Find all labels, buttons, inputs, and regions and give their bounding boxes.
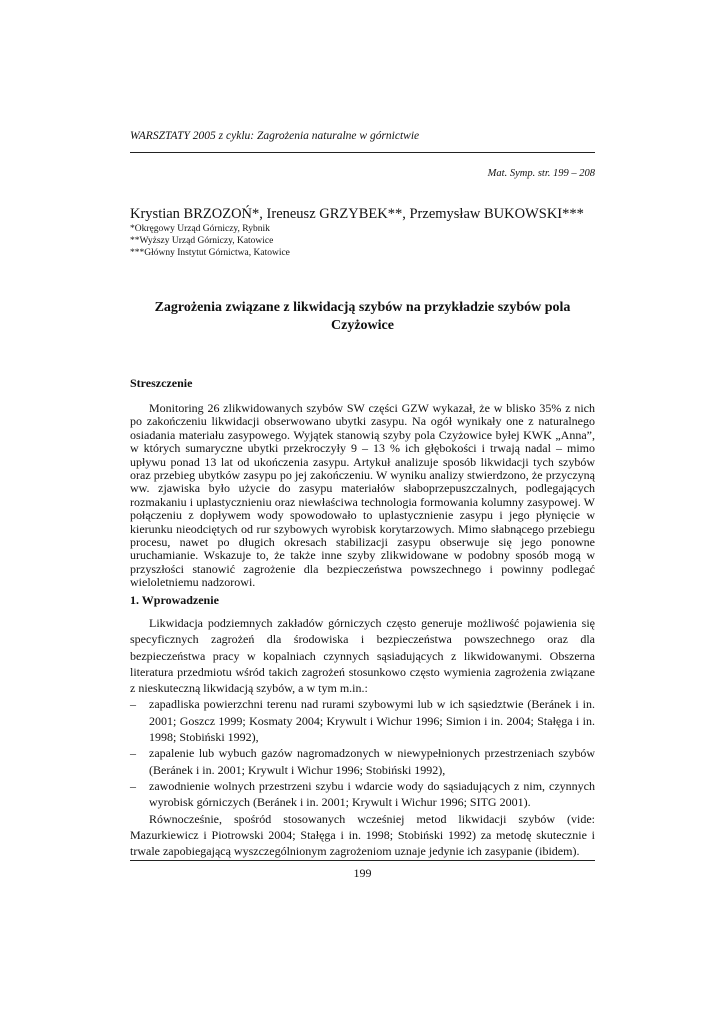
list-item: [130, 745, 595, 778]
affiliation-1: *Okręgowy Urząd Górniczy, Rybnik: [130, 224, 270, 234]
section-body: [130, 615, 595, 859]
series-header: WARSZTATY 2005 z cyklu: Zagrożenia naturalne w górnictwie: [130, 130, 420, 142]
list-item-text: zapalenie lub wybuch gazów nagromadzonych w niewypełnionych przestrzeniach szybów (Beránek i in. 2001; Krywult i Wichur 1996; Stobiński 1992),: [149, 746, 595, 777]
abstract-text: Monitoring 26 zlikwidowanych szybów SW części GZW wykazał, że w blisko 35% z nich po zakończeniu likwidacji obserwowano ubytki zasypu. Na ogół wynikały one z naturalnego osiadania materiału zasypowego. Wyjątek stanowią szyby pola Czyżowice byłej KWK „Anna”, w których sumaryczne ubytki przekroczyły 9 – 13 % ich głębokości i trwają nadal – mimo upływu ponad 13 lat od ukończenia zasypu. Artykuł analizuje sposób likwidacji tych szybów oraz przebieg ubytków zasypu po jej zakończeniu. W wyniku analizy stwierdzono, że przyczyną ww. zjawiska było użycie do zasypu materiałów słaboprzepuszczalnych, podlegających rozmakaniu i uplastycznieniu oraz niewłaściwa technologia formowania kolumny zasypowej. W połączeniu z dopływem wody spowodowało to uplastycznienie zasypu i jego płynięcie w kierunku nieodciętych od rur szybowych wyrobisk korytarzowych. Mimo słabnącego przebiegu procesu, nawet po długich okresach stabilizacji zasypu obserwuje się jego ponowne uruchamianie. Wskazuje to, że także inne szyby zlikwidowane w podobny sposób mogą w przyszłości stanowić zagrożenie dla bezpieczeństwa powszechnego i powinny podlegać wieloletniemu nadzorowi.: [130, 401, 595, 590]
hazard-list: [130, 696, 595, 810]
paper-title: [130, 299, 595, 335]
list-item: [130, 696, 595, 745]
page-number: 199: [353, 866, 372, 880]
affiliation-2: **Wyższy Urząd Górniczy, Katowice: [130, 236, 274, 246]
list-item-text: zapadliska powierzchni terenu nad rurami szybowymi lub w ich sąsiedztwie (Beránek i in. 2001; Goszcz 1999; Kosmaty 2004; Krywult i Wichur 1996; Simion i in. 2004; Stałęga i in. 1998; Stobiński 1992),: [149, 697, 595, 745]
abstract: [130, 402, 595, 590]
footer-rule: [130, 860, 595, 861]
section-heading: 1. Wprowadzenie: [130, 593, 219, 607]
list-item-text: zawodnienie wolnych przestrzeni szybu i wdarcie wody do sąsiadujących z nim, czynnych wyrobisk górniczych (Beránek i in. 2001; Krywult i Wichur 1996; SITG 2001).: [149, 778, 595, 810]
authors: Krystian BRZOZOŃ*, Ireneusz GRZYBEK**, Przemysław BUKOWSKI***: [130, 206, 584, 222]
symposium-reference: Mat. Symp. str. 199 – 208: [487, 168, 595, 179]
dash-marker: –: [130, 746, 136, 761]
dash-marker: –: [130, 697, 136, 712]
header-rule: [130, 152, 595, 153]
paper-page: [130, 0, 595, 1024]
intro-paragraph: Likwidacja podziemnych zakładów górniczych często generuje możliwość pojawienia się specyficznych zagrożeń dla środowiska i bezpieczeństwa powszechnego oraz dla bezpieczeństwa pracy w kopalniach czynnych sąsiadujących z likwidowanymi. Obszerna literatura przedmiotu wśród takich zagrożeń stosunkowo często wymienia zagrożenia związane z nieskuteczną likwidacją szybów, a w tym m.in.:: [130, 616, 595, 696]
abstract-heading: Streszczenie: [130, 376, 193, 390]
list-item: [130, 778, 595, 811]
closing-paragraph: Równocześnie, spośród stosowanych wcześniej metod likwidacji szybów (vide: Mazurkiewicz i Piotrowski 2004; Stałęga i in. 1998; Stobiński 1992) za metodę skutecznie i trwale zapobiegającą wyszczególnionym zagrożeniom uznaje jedynie ich zasypanie (ibidem).: [130, 811, 595, 859]
affiliation-3: ***Główny Instytut Górnictwa, Katowice: [130, 248, 290, 258]
affiliations: [130, 223, 290, 259]
dash-marker: –: [130, 778, 136, 793]
title-line-1: Zagrożenia związane z likwidacją szybów na przykładzie szybów pola: [154, 300, 571, 315]
title-line-2: Czyżowice: [331, 318, 394, 333]
